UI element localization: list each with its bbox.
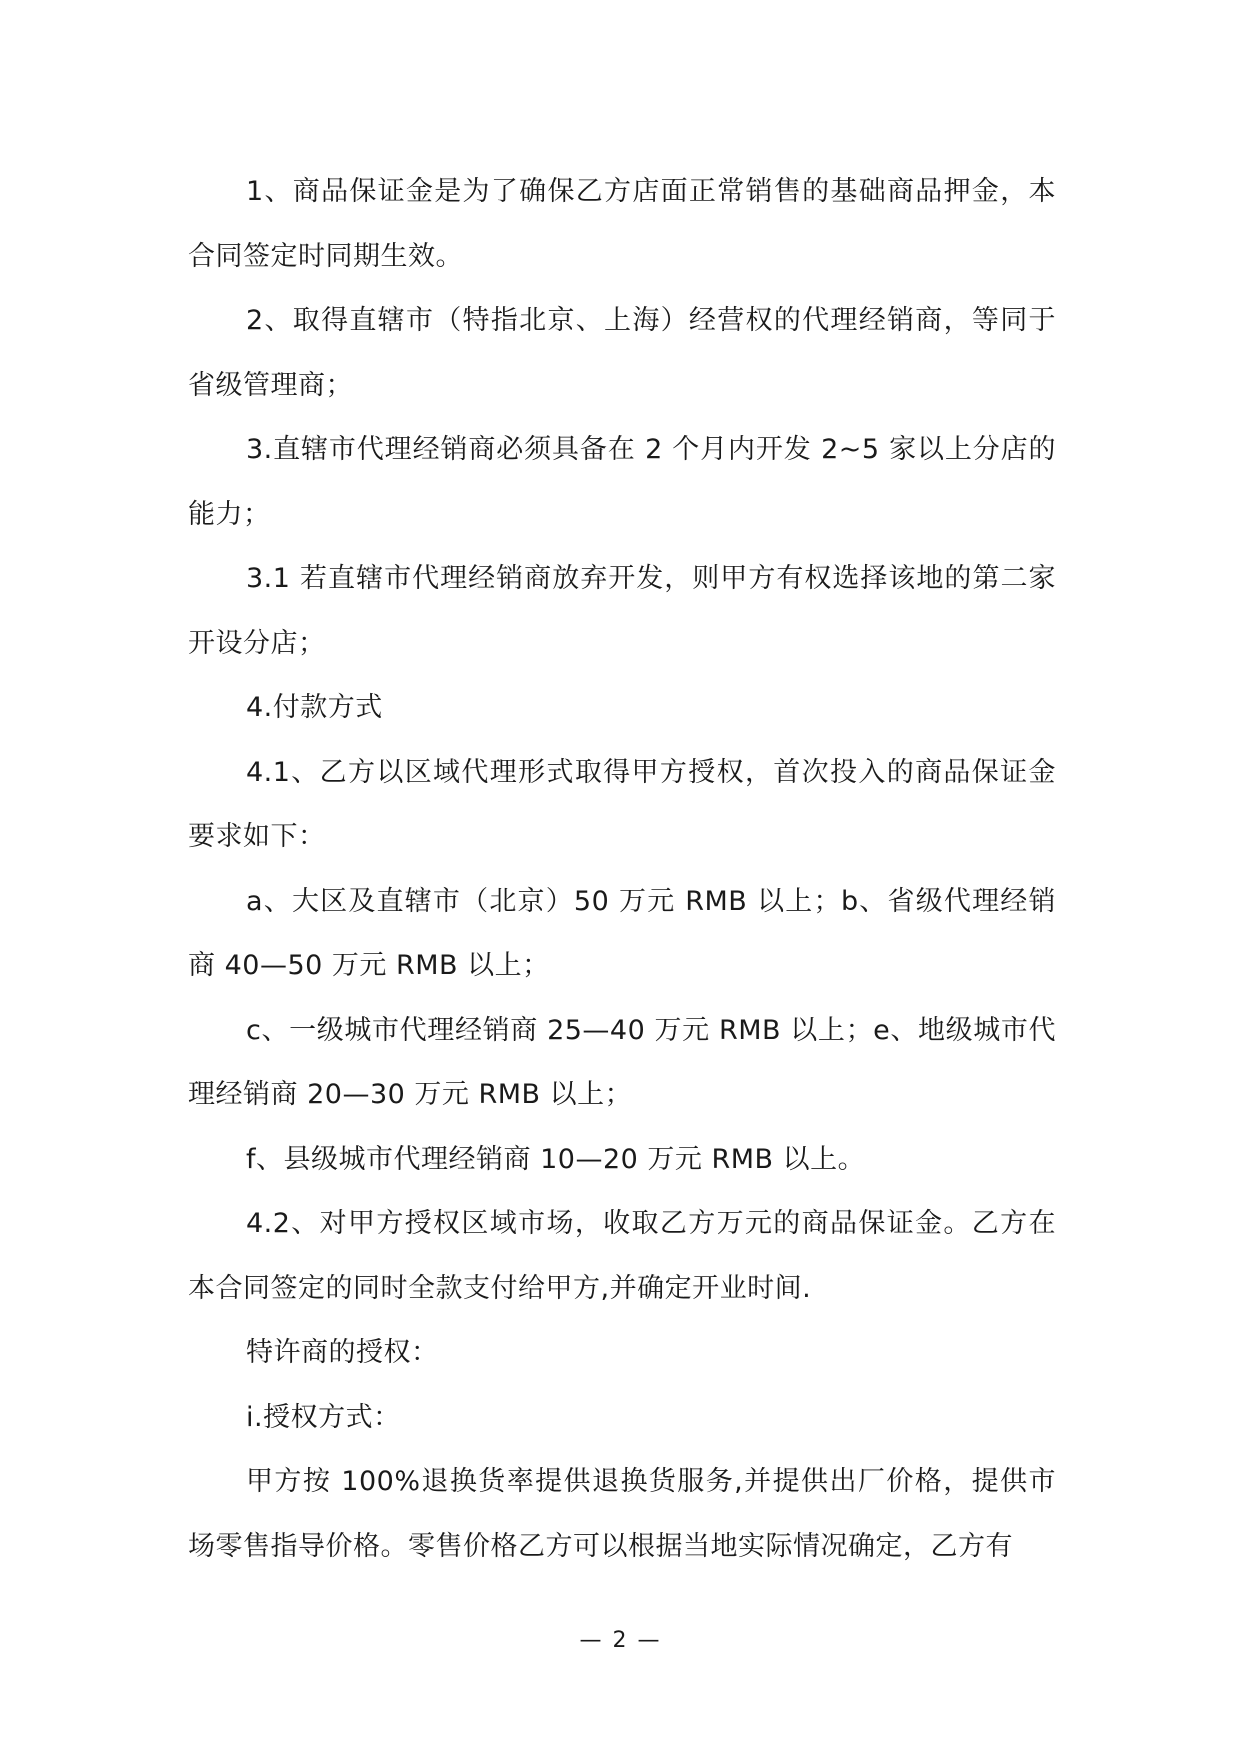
paragraph-tier-a-b: a、大区及直辖市（北京）50 万元 RMB 以上；b、省级代理经销商 40—50 万元 RMB 以上； [188, 885, 1056, 981]
paragraph-municipality-rights: 2、取得直辖市（特指北京、上海）经营权的代理经销商，等同于省级管理商； [188, 305, 1056, 401]
paragraph-tier-c-e: c、一级城市代理经销商 25—40 万元 RMB 以上；e、地级城市代理经销商 20—30 万元 RMB 以上； [188, 1014, 1056, 1110]
document-body [188, 160, 1056, 1579]
paragraph-franchise-authorization: 特许商的授权： [246, 1337, 439, 1368]
paragraph-payment-heading: 4.付款方式 [246, 692, 383, 723]
paragraph-tier-f: f、县级城市代理经销商 10—20 万元 RMB 以上。 [246, 1143, 866, 1175]
paragraph-return-policy: 甲方按 100%退换货率提供退换货服务,并提供出厂价格，提供市场零售指导价格。零售价格乙方可以根据当地实际情况确定，乙方有 [188, 1466, 1056, 1562]
paragraph-deposit-collection: 4.2、对甲方授权区域市场，收取乙方万元的商品保证金。乙方在本合同签定的同时全款支付给甲方,并确定开业时间. [188, 1208, 1056, 1304]
paragraph-branch-capability: 3.直辖市代理经销商必须具备在 2 个月内开发 2~5 家以上分店的能力； [188, 434, 1056, 530]
paragraph-authorization-method: i.授权方式： [246, 1401, 401, 1433]
paragraph-deposit-requirements: 4.1、乙方以区域代理形式取得甲方授权，首次投入的商品保证金要求如下： [188, 756, 1056, 852]
page-number: — 2 — [579, 1628, 662, 1653]
paragraph-deposit-purpose: 1、商品保证金是为了确保乙方店面正常销售的基础商品押金，本合同签定时同期生效。 [188, 176, 1056, 272]
paragraph-abandon-development: 3.1 若直辖市代理经销商放弃开发，则甲方有权选择该地的第二家开设分店； [188, 563, 1056, 659]
